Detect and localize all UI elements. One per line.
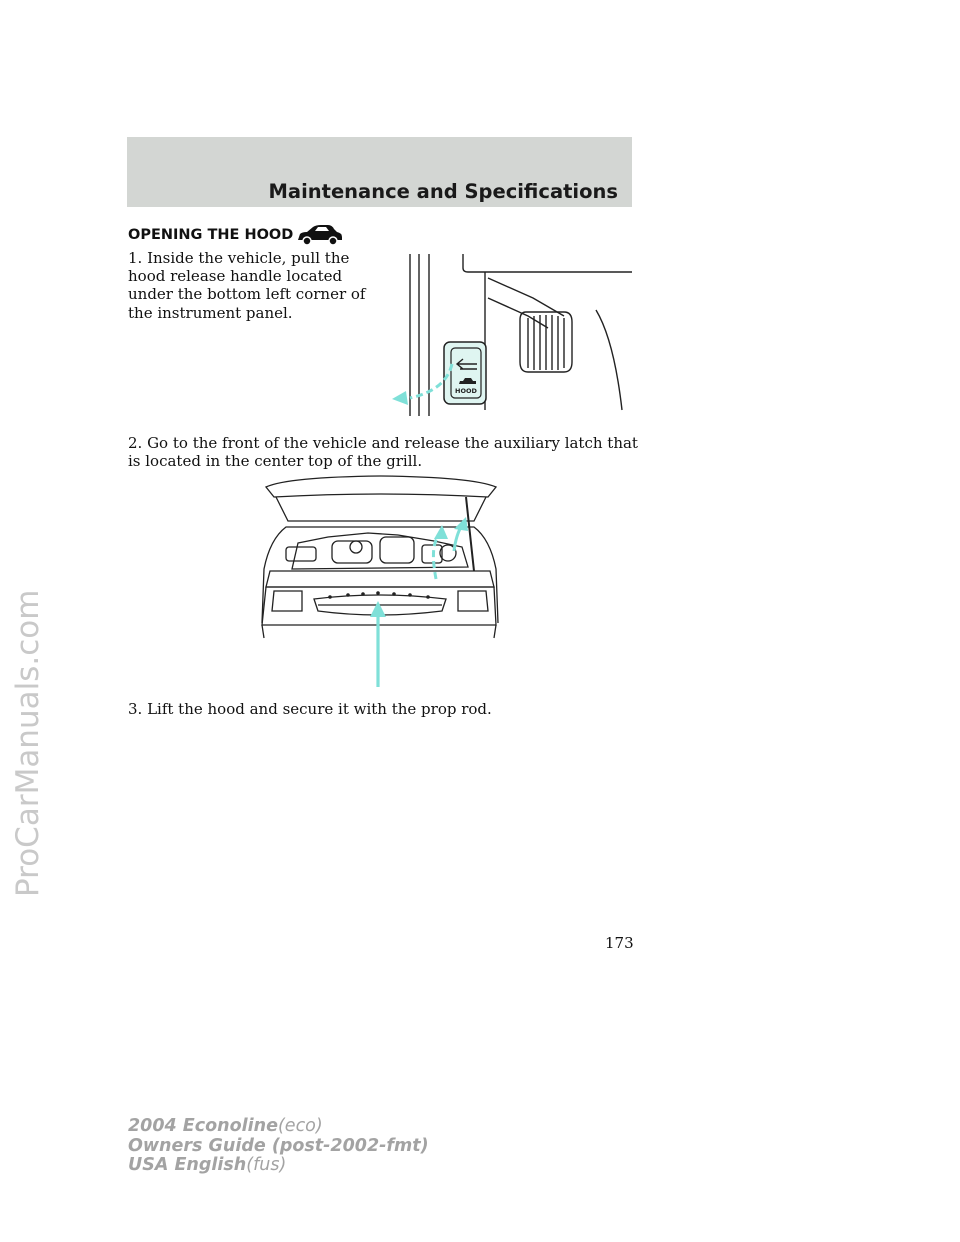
footer-line-2: [128, 1137, 429, 1157]
pull-direction-arrowhead: [392, 391, 408, 405]
left-headlamp: [272, 591, 302, 611]
footer-line-3: [128, 1156, 429, 1176]
hood-label: HOOD: [455, 387, 477, 395]
grille-upper: [266, 571, 494, 587]
auxiliary-latch-arrowhead: [370, 601, 386, 617]
dash-panel-outline: [463, 254, 632, 272]
footer-language: USA English: [128, 1155, 247, 1175]
hood-lift-arrow: [433, 537, 438, 579]
step-3-text: 3. Lift the hood and secure it with the prop rod.: [128, 700, 492, 718]
footer-guide: Owners Guide (post-2002-fmt): [128, 1135, 429, 1156]
section-title: Maintenance and Specifications: [268, 180, 618, 203]
footer: [128, 1117, 429, 1176]
hood-release-handle-illustration: [388, 250, 634, 416]
watermark: ProCarManuals.com: [10, 589, 46, 897]
prop-rod: [466, 497, 474, 571]
section-header-band: [127, 137, 632, 207]
step-1-text: 1. Inside the vehicle, pull the hood release handle located under the bottom left corner of the instrument panel.: [128, 249, 366, 322]
engine-bay-illustration: [258, 473, 502, 688]
hood-inner: [276, 497, 486, 521]
step-2-text: 2. Go to the front of the vehicle and release the auxiliary latch that is located in the center top of the grill.: [128, 434, 638, 471]
section-heading-text: OPENING THE HOOD: [128, 227, 294, 243]
hood-lift-arrowhead: [454, 517, 468, 531]
right-headlamp: [458, 591, 488, 611]
raised-hood: [266, 476, 496, 497]
footer-model: 2004 Econoline: [128, 1116, 278, 1136]
floor-line: [596, 310, 622, 410]
page-number: 173: [605, 934, 634, 952]
footer-model-code: (eco): [277, 1116, 323, 1136]
car-hood-icon: [295, 224, 345, 246]
section-heading: [128, 224, 345, 246]
footer-line-1: [128, 1117, 429, 1137]
footer-language-code: (fus): [246, 1155, 287, 1175]
